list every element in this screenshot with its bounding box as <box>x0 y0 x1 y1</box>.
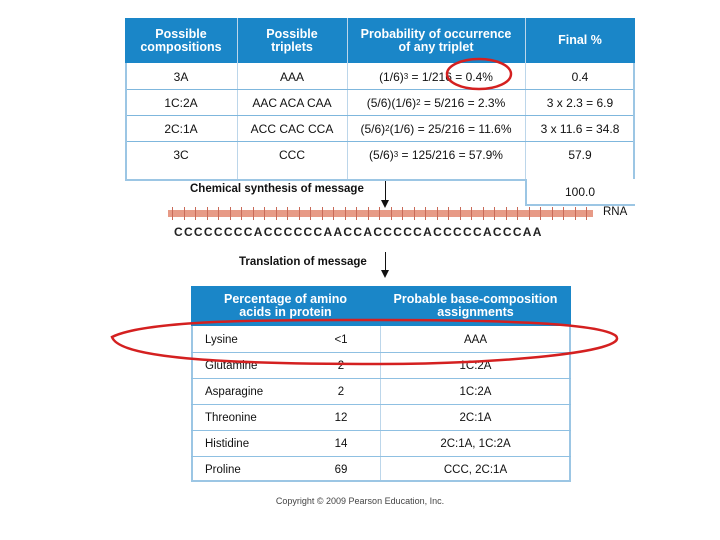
amino-acid-name: Histidine <box>205 438 250 450</box>
translation-label: Translation of message <box>239 256 367 268</box>
final-cell: 0.4 <box>571 70 589 84</box>
highlight-circle <box>447 59 511 89</box>
amino-acid-percent: 69 <box>334 464 348 476</box>
header-final-percent: Final % <box>558 33 602 47</box>
header-compositions: Possible compositions <box>140 26 222 54</box>
amino-acid-percent: 14 <box>334 438 348 450</box>
composition-cell: 1C:2A <box>164 96 198 110</box>
final-cell: 3 x 2.3 = 6.9 <box>546 96 614 110</box>
amino-acid-name: Threonine <box>205 412 257 424</box>
amino-acid-name: Asparagine <box>205 386 264 398</box>
probability-result: (1/6) = 25/216 = 11.6% <box>389 122 512 136</box>
copyright-notice: Copyright © 2009 Pearson Education, Inc. <box>275 496 445 506</box>
assignment-cell: CCC, 2C:1A <box>443 464 508 476</box>
header-probability: Probability of occurrence of any triplet <box>360 26 512 54</box>
amino-acid-percent: 12 <box>334 412 348 424</box>
amino-acid-name: Lysine <box>205 334 238 346</box>
composition-cell: 2C:1A <box>164 122 198 136</box>
final-cell: 3 x 11.6 = 34.8 <box>540 122 620 136</box>
highlight-ellipse <box>112 320 617 364</box>
amino-acid-percent: 2 <box>337 360 345 372</box>
probability-cell: (5/6) 3 = 125/216 = 57.9% <box>369 148 503 162</box>
probability-base: (5/6) <box>360 122 386 136</box>
probability-base: (5/6)(1/6) <box>366 96 417 110</box>
synthesis-label: Chemical synthesis of message <box>190 183 364 195</box>
probability-base: (5/6) <box>369 148 394 162</box>
triplets-cell: ACC CAC CCA <box>250 122 334 136</box>
assignment-cell: 1C:2A <box>459 386 492 398</box>
composition-cell: 3A <box>173 70 189 84</box>
amino-acid-percent: 2 <box>337 386 345 398</box>
probability-base: (1/6) <box>379 70 404 84</box>
amino-acid-name: Proline <box>205 464 241 476</box>
amino-acid-name: Glutamine <box>205 360 258 372</box>
probability-cell: (5/6) 2 (1/6) = 25/216 = 11.6% <box>360 122 512 136</box>
rna-label: RNA <box>603 206 628 218</box>
probability-cell: (5/6)(1/6) 2 = 5/216 = 2.3% <box>366 96 506 110</box>
probability-cell: (1/6) 3 = 1/216 = 0.4% <box>379 70 493 84</box>
assignment-cell: AAA <box>463 334 487 346</box>
header-amino-percentage: Percentage of amino acids in protein <box>224 292 347 319</box>
composition-cell: 3C <box>173 148 189 162</box>
triplets-cell: AAA <box>279 70 304 84</box>
header-assignments: Probable base-composition assignments <box>393 292 558 319</box>
header-triplets: Possible triplets <box>266 26 318 54</box>
probability-result: = 125/216 = 57.9% <box>398 148 503 162</box>
triplets-cell: CCC <box>279 148 305 162</box>
assignment-cell: 2C:1A, 1C:2A <box>440 438 511 450</box>
probability-result: = 5/216 = 2.3% <box>420 96 506 110</box>
final-total: 100.0 <box>564 185 596 199</box>
triplets-cell: AAC ACA CAA <box>252 96 332 110</box>
amino-acid-percent: <1 <box>334 334 348 346</box>
probability-result: = 1/216 = 0.4% <box>408 70 493 84</box>
assignment-cell: 1C:2A <box>459 360 492 372</box>
assignment-cell: 2C:1A <box>459 412 492 424</box>
final-cell: 57.9 <box>568 148 592 162</box>
rna-sequence: CCCCCCCCACCCCCCAACCACCCCCACCCCCACCCAA <box>174 225 543 239</box>
